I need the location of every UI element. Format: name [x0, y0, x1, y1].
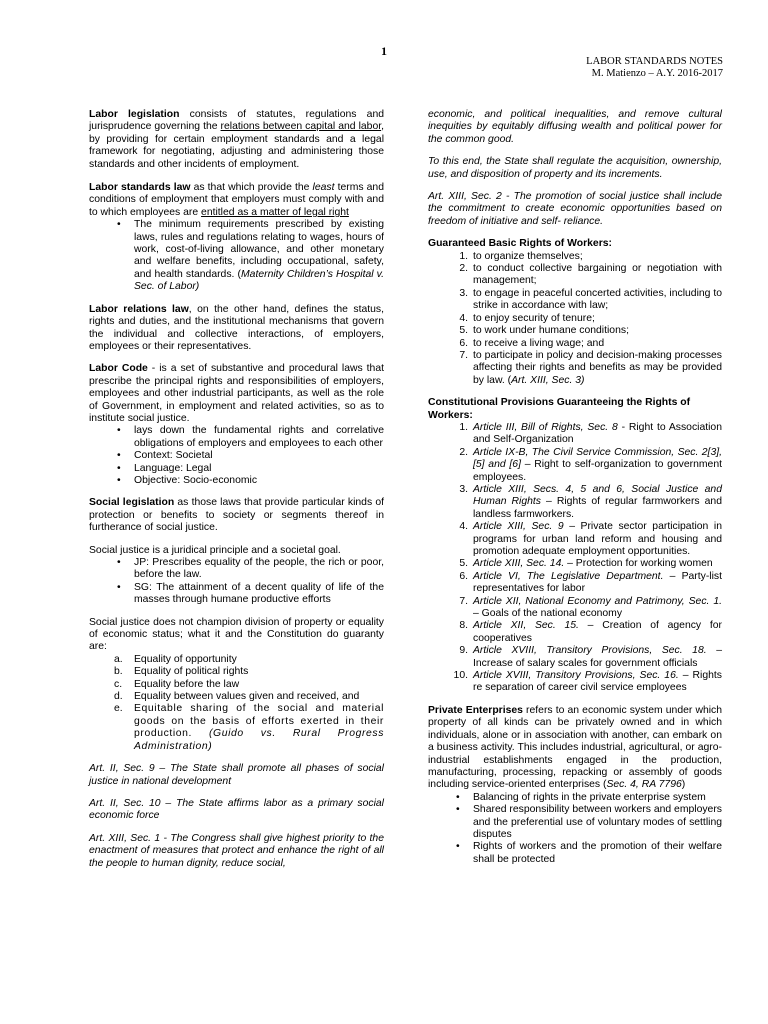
- bullet-icon: •: [117, 557, 121, 568]
- text: Equality between values given and received, and: [134, 691, 360, 703]
- labor-standards-bullets: [89, 219, 384, 293]
- text: to conduct collective bargaining or negotiation with management;: [473, 263, 722, 287]
- text: – Goals of the national economy: [473, 608, 623, 620]
- list-marker: e.: [114, 703, 123, 715]
- text: to participate in policy and decision-making processes affecting their rights and benefits as may be provided by law. (: [473, 349, 722, 386]
- private-enterprise-bullets: [428, 792, 722, 866]
- state-regulation-paragraph: [428, 156, 722, 181]
- header-title: LABOR STANDARDS NOTES: [586, 56, 723, 67]
- text: Context: Societal: [134, 450, 213, 462]
- list-item: [428, 521, 722, 558]
- text: – Creation of agency for cooperatives: [473, 620, 722, 644]
- term-private-enterprises: Private Enterprises: [428, 704, 523, 716]
- citation: Sec. 4, RA 7796: [606, 779, 682, 791]
- list-marker: 2.: [459, 263, 468, 275]
- list-marker: 3.: [459, 483, 468, 495]
- list-item: [89, 582, 384, 607]
- list-item: [89, 450, 384, 462]
- text: as those laws that provide particular kinds of protection or benefits to society or segments thereof in furtherance of social justice.: [89, 497, 385, 534]
- provision-reference: Article XVIII, Transitory Provisions, Sec. 16.: [473, 670, 679, 682]
- art-xiii-sec-2: [428, 191, 722, 228]
- art-ii-sec-10: [89, 798, 384, 823]
- list-item: [428, 670, 722, 695]
- bullet-icon: •: [456, 841, 460, 853]
- list-marker: d.: [114, 691, 123, 703]
- text: To this end, the State shall regulate the acquisition, ownership, use, and disposition of property and its increments.: [428, 156, 722, 180]
- underlined-phrase: relations between capital and labor: [220, 121, 382, 133]
- list-marker: 4.: [459, 521, 468, 533]
- list-item: [428, 288, 722, 313]
- provision-reference: Article XIII, Sec. 9: [473, 521, 564, 533]
- text: - is a set of substantive and procedural laws that prescribe the principal rights and responsibilities of employers, employees and other industrial participants, as well as the role of Government, in employment and related activities, so as to institute social justice.: [89, 363, 384, 424]
- text: Shared responsibility between workers and employers and the preferential use of voluntary modes of settling disputes: [473, 804, 722, 840]
- text: Rights of workers and the promotion of their welfare shall be protected: [473, 841, 722, 865]
- bullet-icon: •: [117, 425, 121, 437]
- text: Equality of political rights: [134, 666, 249, 678]
- bullet-icon: •: [117, 219, 121, 231]
- text: – Party-list representatives for labor: [473, 570, 722, 595]
- rights-list: [428, 251, 722, 387]
- provision-reference: Article XII, Sec. 15.: [473, 620, 579, 632]
- list-marker: 2.: [459, 446, 468, 458]
- text: – Right to self-organization to government employees.: [473, 459, 722, 483]
- constitutional-provisions-heading: Constitutional Provisions Guaranteeing the Rights of Workers:: [428, 397, 691, 421]
- text: The minimum requirements prescribed by existing laws, rules and regulations relating to wages, hours of work, cost-of-living allowance, and other monetary and welfare benefits, including occupational, safety, and health standards. (: [134, 219, 384, 280]
- term-labor-relations: Labor relations law: [89, 303, 189, 315]
- list-marker: 4.: [459, 312, 468, 324]
- art-xiii-sec-1: [89, 833, 384, 870]
- text: , on the other hand, defines the status, rights and duties, and the institutional mechanisms that govern the individual and collective interactions, of employers, employees or their representatives.: [89, 303, 384, 352]
- rights-heading: Guaranteed Basic Rights of Workers:: [428, 238, 612, 250]
- list-item: [428, 325, 722, 337]
- italic-word: least: [312, 182, 335, 194]
- text: – Increase of salary scales for government officials: [473, 645, 722, 669]
- text: JP: Prescribes equality of the people, the rich or poor, before the law.: [134, 557, 384, 581]
- list-marker: b.: [114, 666, 123, 678]
- list-item: [428, 350, 722, 387]
- list-item: [428, 620, 722, 645]
- text: lays down the fundamental rights and correlative obligations of employers and employees to each other: [134, 425, 384, 449]
- list-item: [89, 425, 384, 450]
- text: – Protection for working women: [564, 558, 713, 570]
- provision-reference: Article IX-B, The Civil Service Commission, Sec. 2[3], [5] and [6]: [473, 446, 722, 471]
- list-item: [428, 422, 722, 447]
- text: - Right to Association and Self-Organization: [473, 421, 722, 446]
- text: to engage in peaceful concerted activities, including to strike in accordance with law;: [473, 287, 722, 312]
- provision-reference: Article XIII, Sec. 14.: [473, 558, 565, 570]
- text: – Rights re separation of career civil service employees: [473, 670, 722, 694]
- list-item: [89, 219, 384, 293]
- social-legislation-paragraph: [89, 497, 384, 534]
- bullet-icon: •: [456, 791, 460, 803]
- text: Equitable sharing of the social and material goods on the basis of efforts exerted in their production.: [134, 703, 384, 740]
- text: – Rights of regular farmworkers and landless farmworkers.: [473, 496, 722, 520]
- text: , by providing for certain employment standards and a legal framework for negotiating, adjusting and administering those standards and other incidents of employment.: [89, 121, 385, 170]
- header-author: M. Matienzo – A.Y. 2016-2017: [591, 68, 723, 79]
- case-citation: (Guido vs. Rural Progress Administration): [134, 728, 384, 752]
- list-marker: 10.: [453, 670, 468, 682]
- list-item: [428, 792, 722, 804]
- list-marker: 9.: [459, 645, 468, 657]
- text: Art. II, Sec. 9 – The State shall promote all phases of social justice in national development: [89, 763, 384, 787]
- text: economic, and political inequalities, and remove cultural inequities by equitably diffusing wealth and political power for the common good.: [428, 109, 722, 145]
- art-ii-sec-9: [89, 763, 384, 788]
- text: consists of statutes, regulations and jurisprudence governing the: [89, 109, 384, 133]
- list-item: [89, 557, 384, 582]
- list-item: [428, 558, 722, 570]
- bullet-icon: •: [117, 581, 121, 593]
- list-item: [428, 645, 722, 670]
- text: Art. XIII, Sec. 2 - The promotion of social justice shall include the commitment to create economic opportunities based on freedom of initiative and self- reliance.: [428, 191, 722, 227]
- left-column: [89, 109, 384, 880]
- text: terms and conditions of employment that employers must comply with and to which employees are: [89, 182, 384, 218]
- labor-code-paragraph: [89, 363, 384, 425]
- term-social-legislation: Social legislation: [89, 497, 175, 509]
- bullet-icon: •: [117, 474, 121, 486]
- social-justice-paragraph: Social justice is a juridical principle and a societal goal.: [89, 544, 341, 556]
- running-header: [586, 56, 723, 80]
- list-marker: 7.: [459, 595, 468, 607]
- list-item: [428, 804, 722, 841]
- bullet-icon: •: [117, 462, 121, 474]
- list-marker: 6.: [459, 337, 468, 349]
- citation: Art. XIII, Sec. 3): [511, 374, 585, 386]
- right-column: [428, 109, 722, 876]
- text: SG: The attainment of a decent quality of life of the masses through humane productive efforts: [134, 581, 384, 606]
- list-item: [428, 338, 722, 350]
- list-marker: a.: [114, 653, 123, 665]
- list-item: [89, 463, 384, 475]
- provision-reference: Article VI, The Legislative Department.: [473, 570, 664, 582]
- list-marker: 5.: [459, 558, 468, 570]
- list-item: [428, 447, 722, 484]
- bullet-icon: •: [456, 804, 460, 816]
- private-enterprises-paragraph: [428, 705, 722, 792]
- social-justice-bullets: [89, 557, 384, 607]
- text: as that which provide the: [190, 182, 313, 194]
- text: Art. XIII, Sec. 1 - The Congress shall give highest priority to the enactment of measures that protect and enhance the right of all the people to human dignity, reduce social,: [89, 832, 384, 869]
- term-labor-legislation: Labor legislation: [89, 109, 180, 120]
- provision-reference: Article XIII, Secs. 4, 5 and 6, Social Justice and Human Rights: [473, 483, 722, 508]
- list-item: [89, 703, 384, 753]
- text: Language: Legal: [134, 462, 212, 474]
- provision-reference: Article XVIII, Transitory Provisions, Sec. 18.: [473, 645, 707, 657]
- labor-relations-paragraph: [89, 304, 384, 354]
- page-number: 1: [381, 44, 387, 58]
- list-item: [428, 571, 722, 596]
- labor-code-bullets: [89, 425, 384, 487]
- term-labor-standards: Labor standards law: [89, 182, 191, 194]
- list-marker: 5.: [459, 325, 468, 337]
- guaranty-list: [89, 654, 384, 753]
- text: – Private sector participation in programs for urban land reform and housing and promotion adequate employment opportunities.: [473, 521, 722, 557]
- bullet-icon: •: [117, 450, 121, 462]
- text: to work under humane conditions;: [473, 325, 629, 337]
- list-item: [89, 679, 384, 691]
- text: Balancing of rights in the private enterprise system: [473, 791, 706, 803]
- list-item: [89, 691, 384, 703]
- text: ): [681, 779, 686, 791]
- list-marker: 7.: [459, 349, 468, 361]
- constitutional-provisions-list: [428, 422, 722, 695]
- provision-reference: Article XII, National Economy and Patrimony, Sec. 1.: [473, 595, 722, 607]
- labor-standards-paragraph: [89, 182, 384, 219]
- social-justice-guaranty-paragraph: Social justice does not champion division of property or equality of economic status; what it and the Constitution do guaranty are:: [89, 616, 384, 653]
- list-item: [89, 654, 384, 666]
- provision-reference: Article III, Bill of Rights, Sec. 8: [473, 421, 618, 433]
- art-xiii-sec-1-continued: [428, 109, 722, 146]
- list-marker: 6.: [459, 570, 468, 582]
- list-marker: 1.: [459, 250, 468, 262]
- list-marker: 1.: [459, 421, 468, 433]
- list-marker: 3.: [459, 287, 468, 299]
- case-citation: Maternity Children’s Hospital v. Sec. of Labor): [134, 268, 384, 293]
- list-marker: 8.: [459, 620, 468, 632]
- term-labor-code: Labor Code: [89, 363, 148, 375]
- list-item: [428, 596, 722, 621]
- text: Equality before the law: [134, 678, 240, 690]
- list-item: [428, 484, 722, 521]
- labor-legislation-paragraph: [89, 109, 384, 171]
- text: Equality of opportunity: [134, 653, 237, 665]
- underlined-phrase: entitled as a matter of legal right: [201, 206, 349, 218]
- text: Objective: Socio-economic: [134, 474, 258, 486]
- text: to receive a living wage; and: [473, 337, 605, 349]
- list-item: [428, 841, 722, 866]
- list-item: [428, 313, 722, 325]
- text: refers to an economic system under which property of all kinds can be privately owned and in which individuals, alone or in association with another, can embark on a business activity. This includes industrial, agricultural, or agro-industrial establishments engaged in the production, manufacturing, processing, repacking or assembly of goods including service-oriented enterprises (: [428, 704, 723, 791]
- list-item: [428, 263, 722, 288]
- list-item: [89, 475, 384, 487]
- list-marker: c.: [114, 678, 123, 690]
- text: to organize themselves;: [473, 250, 583, 262]
- text: Art. II, Sec. 10 – The State affirms labor as a primary social economic force: [89, 797, 384, 822]
- list-item: [428, 251, 722, 263]
- text: to enjoy security of tenure;: [473, 312, 595, 324]
- list-item: [89, 666, 384, 678]
